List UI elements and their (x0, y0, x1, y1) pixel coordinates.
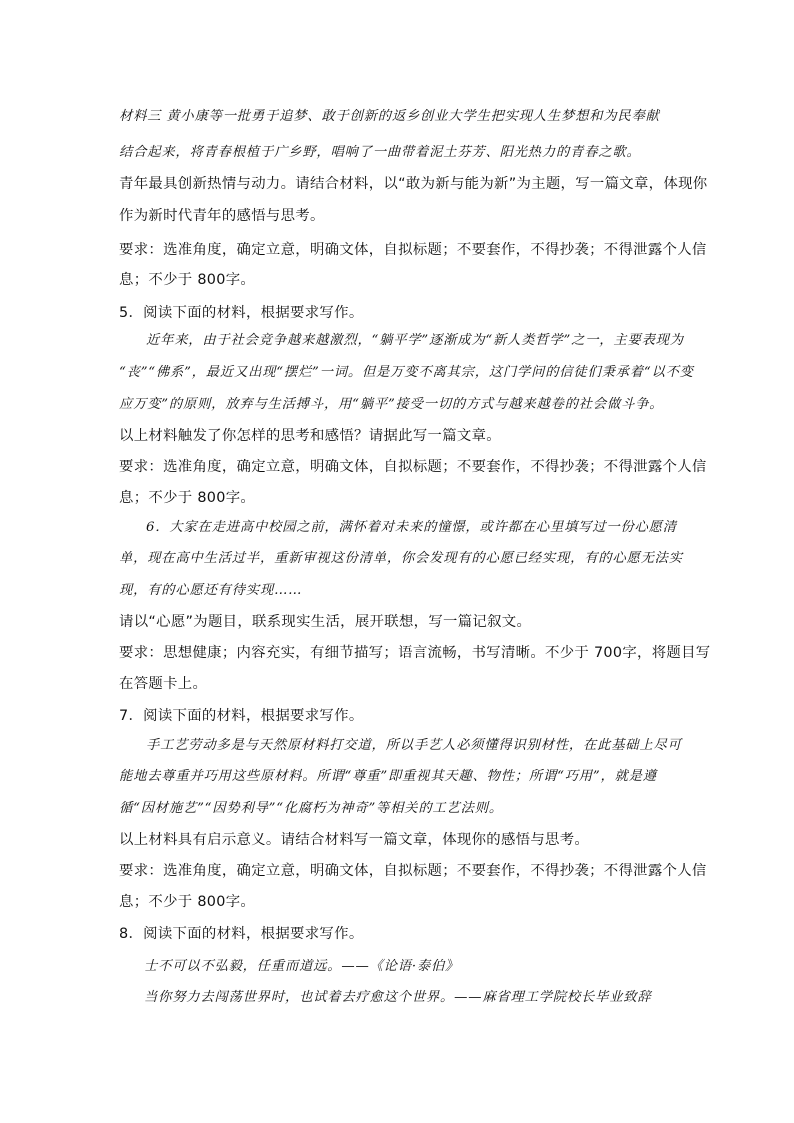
material-line: 能地去尊重并巧用这些原材料。所谓“尊重”即重视其天趣、物性；所谓“巧用”，就是遵 (119, 769, 657, 784)
quote-line: 当你努力去闯荡世界时，也试着去疗愈这个世界。——麻省理工学院校长毕业致辞 (144, 990, 652, 1005)
quote-line: 士不可以不弘毅，任重而道远。——《论语·泰伯》 (144, 959, 460, 974)
requirement-line: 息；不少于 800字。 (119, 272, 256, 288)
question-6-material: 6．大家在走进高中校园之前，满怀着对未来的憧憬，或许都在心里填写过一份心愿清 (146, 520, 677, 535)
requirement-line: 息；不少于 800字。 (119, 490, 256, 506)
prompt-line: 请以“心愿”为题目，联系现实生活，展开联想，写一篇记叙文。 (119, 614, 532, 630)
question-8-heading: 8．阅读下面的材料，根据要求写作。 (119, 926, 364, 942)
requirement-line: 要求：选准角度，确定立意，明确文体，自拟标题；不要套作，不得抄袭；不得泄露个人信 (119, 863, 707, 879)
requirement-line: 在答题卡上。 (119, 676, 208, 692)
requirement-line: 要求：选准角度，确定立意，明确文体，自拟标题；不要套作，不得抄袭；不得泄露个人信 (119, 242, 707, 258)
material-line: 应万变”的原则，放弃与生活搏斗，用“躺平”接受一切的方式与越来越卷的社会做斗争。 (119, 397, 664, 412)
prompt-line: 青年最具创新热情与动力。请结合材料，以“敢为新与能为新”为主题，写一篇文章，体现你 (119, 176, 708, 192)
question-5-heading: 5．阅读下面的材料，根据要求写作。 (119, 305, 364, 321)
question-7-heading: 7．阅读下面的材料，根据要求写作。 (119, 708, 364, 724)
material-line: “丧”“佛系”，最近又出现“摆烂”一词。但是万变不离其宗，这门学问的信徒们秉承着“以不变 (119, 365, 694, 380)
requirement-line: 要求：思想健康；内容充实，有细节描写；语言流畅，书写清晰。不少于 700字，将题目写 (119, 645, 711, 661)
requirement-line: 息；不少于 800字。 (119, 894, 256, 910)
material-line: 近年来，由于社会竞争越来越激烈，“躺平学”逐渐成为“新人类哲学”之一，主要表现为 (146, 333, 684, 348)
prompt-line: 以上材料触发了你怎样的思考和感悟？请据此写一篇文章。 (119, 428, 501, 444)
question-6-material: 单，现在高中生活过半，重新审视这份清单，你会发现有的心愿已经实现，有的心愿无法实 (119, 551, 683, 566)
requirement-line: 要求：选准角度，确定立意，明确文体，自拟标题；不要套作，不得抄袭；不得泄露个人信 (119, 459, 707, 475)
material-three-line-2: 结合起来，将青春根植于广乡野，唱响了一曲带着泥土芬芳、阳光热力的青春之歌。 (119, 145, 641, 160)
material-line: 循“因材施艺”“因势利导”“化腐朽为神奇”等相关的工艺法则。 (119, 801, 503, 816)
prompt-line: 作为新时代青年的感悟与思考。 (119, 208, 325, 224)
prompt-line: 以上材料具有启示意义。请结合材料写一篇文章，体现你的感悟与思考。 (119, 832, 590, 848)
material-three-line-1: 材料三 黄小康等一批勇于追梦、敢于创新的返乡创业大学生把实现人生梦想和为民奉献 (119, 109, 660, 124)
material-line: 手工艺劳动多是与天然原材料打交道，所以手艺人必须懂得识别材性，在此基础上尽可 (146, 738, 682, 753)
question-6-material: 现，有的心愿还有待实现…… (119, 583, 303, 598)
